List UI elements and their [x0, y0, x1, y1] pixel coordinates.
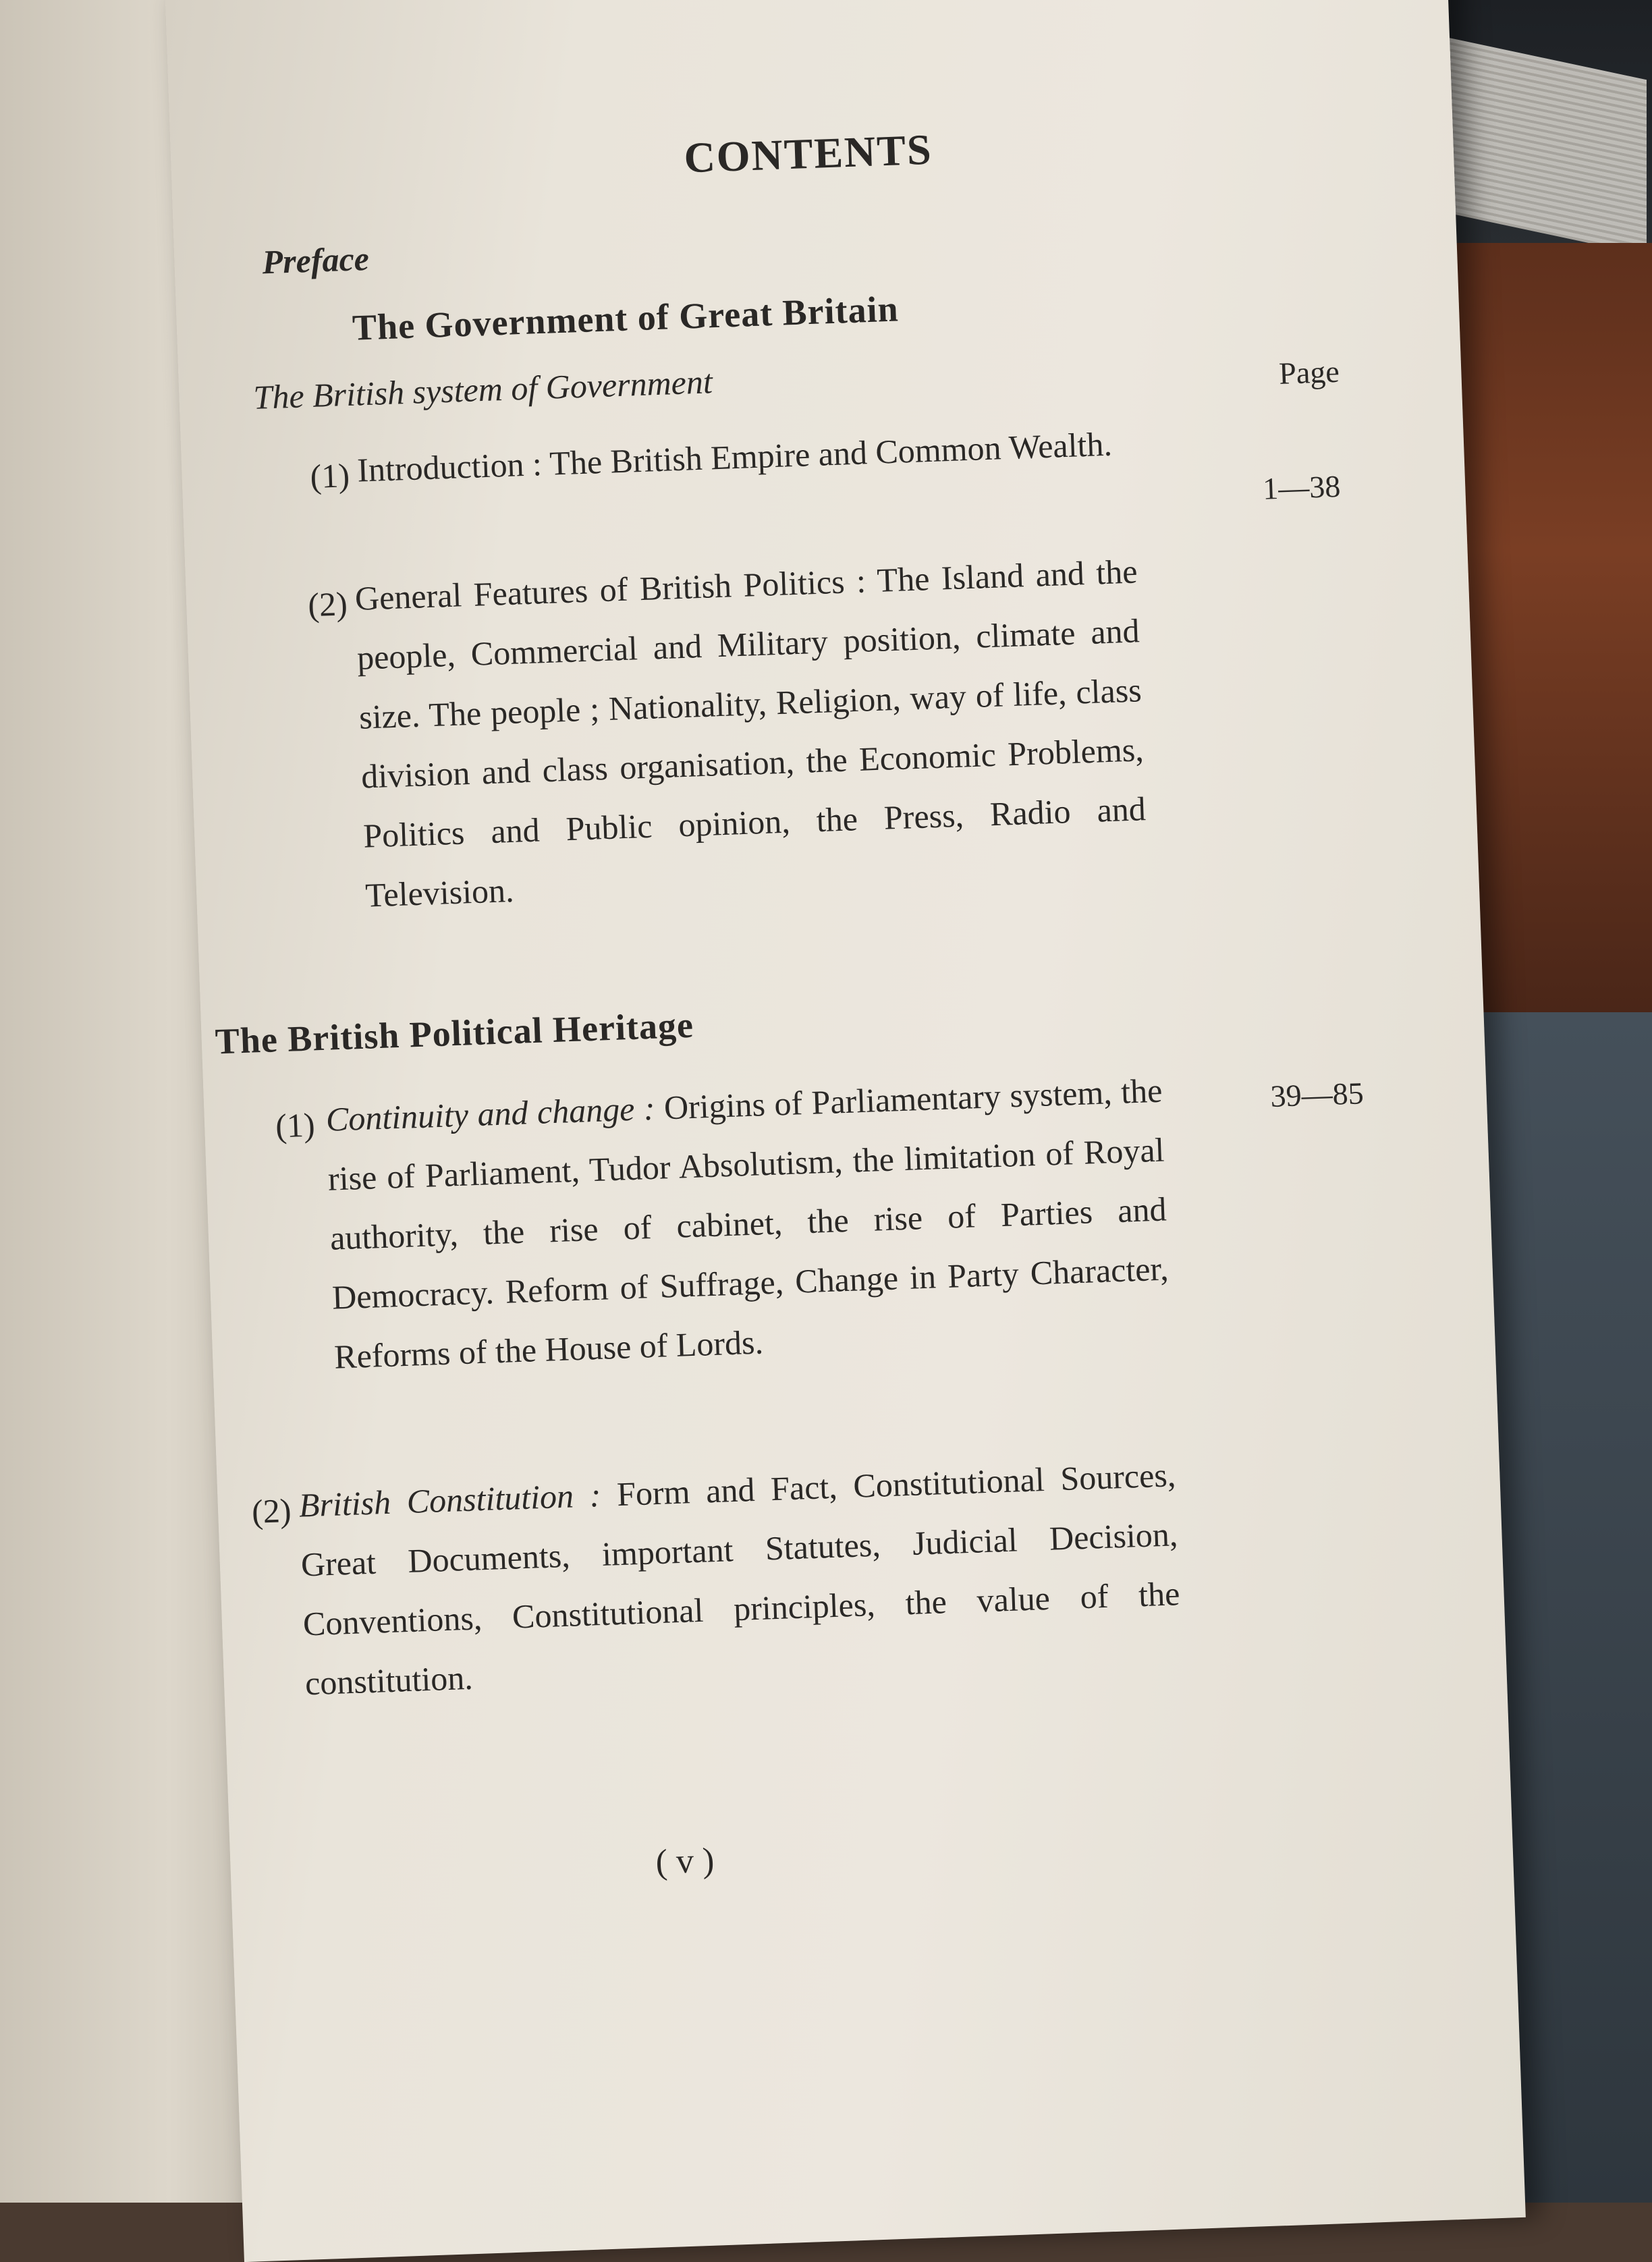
page-range: 1—38: [1262, 468, 1342, 506]
page-range: 39—85: [1269, 1076, 1365, 1113]
entry-number: (1): [309, 456, 350, 496]
toc-entry-text: Introduction : The British Empire and Common Wealth.: [356, 424, 1113, 489]
entry-number: (2): [251, 1491, 292, 1530]
toc-entry: [298, 1445, 1182, 1713]
preface-entry: Preface: [261, 239, 370, 281]
toc-entry: [325, 1061, 1172, 1387]
section-1-subtitle: The British system of Government: [252, 362, 713, 416]
toc-entry-heading: British Constitution :: [298, 1475, 602, 1524]
section-2-title: The British Political Heritage: [214, 1004, 694, 1062]
page-folio: ( v ): [655, 1841, 715, 1882]
toc-entry-text: Origins of Parliamentary system, the rise of Parliament, Tudor Absolutism, the limitation of Royal authority, the rise of cabinet, the rise of Parties and Democracy. Reform of Suffrage, Change in Party Character, Reforms of the House of Lords.: [327, 1071, 1169, 1376]
entry-number: (1): [275, 1105, 316, 1145]
entry-number: (2): [307, 584, 348, 624]
page-title: CONTENTS: [683, 125, 933, 182]
toc-entry-text: Form and Fact, Constitutional Sources, Great Documents, important Statutes, Judicial Decision, Conventions, Constitutional principles, the value of the constitution.: [300, 1456, 1181, 1703]
section-1-title: The Government of Great Britain: [352, 288, 900, 348]
toc-entry-heading: Continuity and change :: [325, 1088, 656, 1138]
toc-entry-text: General Features of British Politics : The Island and the people, Commercial and Military position, climate and size. The people ; Nationality, Religion, way of life, class division and class organisation, the Economic Problems, Politics and Public opinion, the Press, Radio and Television.: [354, 552, 1147, 914]
page-column-label: Page: [1278, 354, 1340, 391]
contents-page: [165, 0, 1526, 2262]
